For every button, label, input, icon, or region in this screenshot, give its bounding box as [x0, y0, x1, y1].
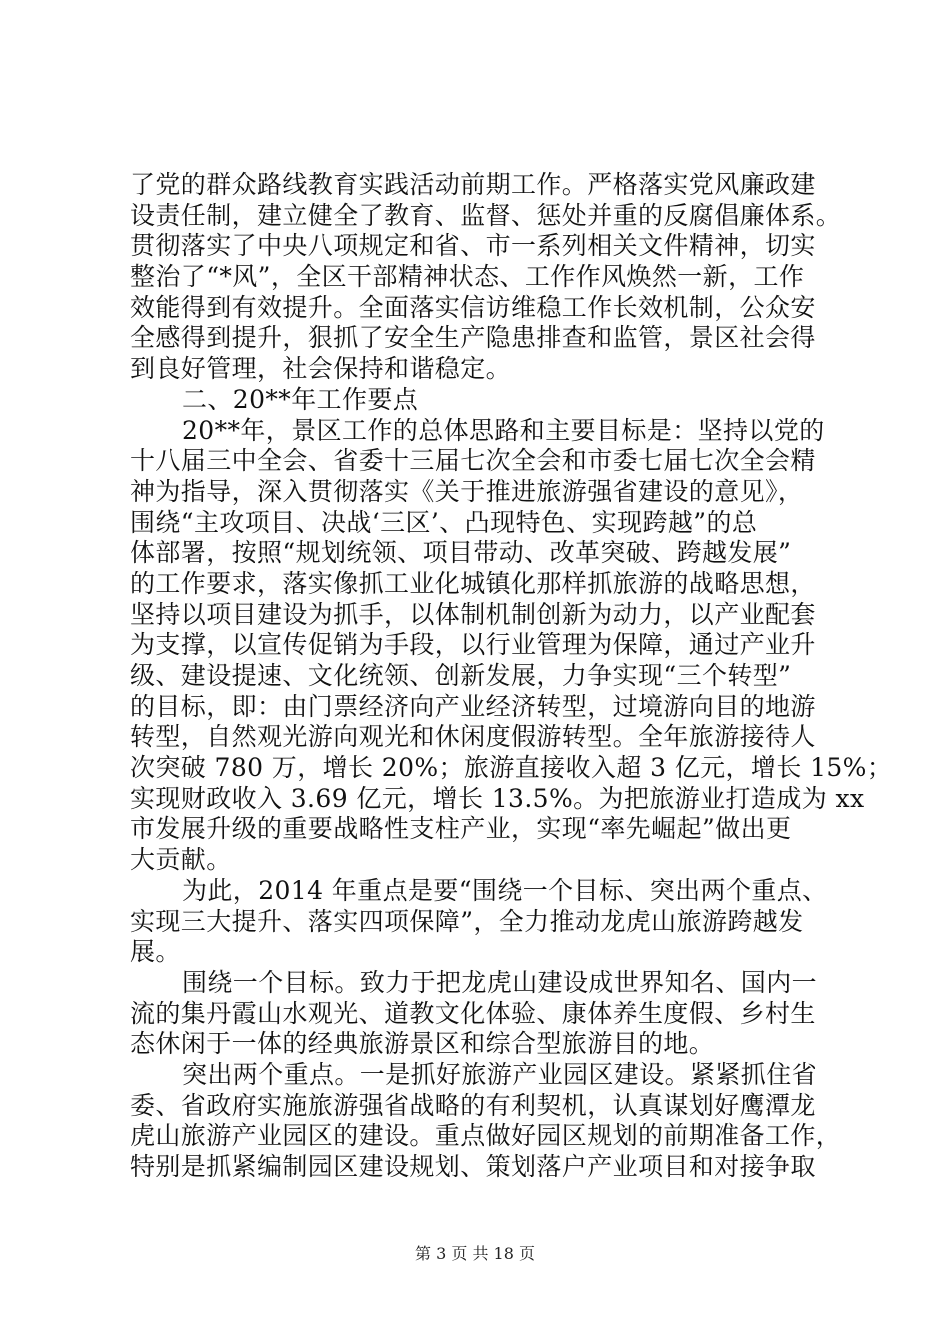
text-line: 市发展升级的重要战略性支柱产业，实现“率先崛起”做出更 — [130, 814, 792, 844]
text-line: 大贡献。 — [130, 845, 232, 875]
text-line: 到良好管理，社会保持和谐稳定。 — [130, 354, 512, 384]
text-line: 了党的群众路线教育实践活动前期工作。严格落实党风廉政建 — [130, 170, 816, 199]
text-line: 贯彻落实了中央八项规定和省、市一系列相关文件精神，切实 — [130, 231, 816, 261]
text-line: 实现财政收入 3.69 亿元，增长 13.5%。为把旅游业打造成为 xx — [130, 783, 865, 813]
text-line: 为支撑，以宣传促销为手段，以行业管理为保障，通过产业升 — [130, 630, 816, 660]
text-line: 全感得到提升，狠抓了安全生产隐患排查和监管，景区社会得 — [130, 323, 816, 353]
text-line: 虎山旅游产业园区的建设。重点做好园区规划的前期准备工作， — [130, 1121, 842, 1151]
text-line: 态休闲于一体的经典旅游景区和综合型旅游目的地。 — [130, 1029, 715, 1059]
text-line: 体部署，按照“规划统领、项目带动、改革突破、跨越发展” — [130, 538, 792, 568]
text-line: 整治了“*风”，全区干部精神状态、工作作风焕然一新，工作 — [130, 262, 805, 292]
text-line: 坚持以项目建设为抓手，以体制机制创新为动力，以产业配套 — [130, 599, 816, 629]
page-number: 第 3 页 共 18 页 — [415, 1244, 535, 1263]
text-line: 展。 — [130, 937, 181, 967]
text-line: 围绕一个目标。致力于把龙虎山建设成世界知名、国内一 — [182, 967, 818, 997]
text-line: 神为指导，深入贯彻落实《关于推进旅游强省建设的意见》， — [130, 476, 804, 506]
text-line: 特别是抓紧编制园区建设规划、策划落户产业项目和对接争取 — [130, 1152, 816, 1181]
text-line: 的目标，即：由门票经济向产业经济转型，过境游向目的地游 — [130, 691, 816, 721]
text-line: 流的集丹霞山水观光、道教文化体验、康体养生度假、乡村生 — [130, 998, 816, 1028]
document-body — [130, 170, 893, 1183]
text-line: 效能得到有效提升。全面落实信访维稳工作长效机制，公众安 — [130, 292, 816, 322]
text-line: 次突破 780 万，增长 20%；旅游直接收入超 3 亿元，增长 15%； — [130, 753, 893, 783]
text-line: 突出两个重点。一是抓好旅游产业园区建设。紧紧抓住省 — [182, 1059, 818, 1089]
text-line: 实现三大提升、落实四项保障”，全力推动龙虎山旅游跨越发 — [130, 906, 804, 936]
text-line: 20**年，景区工作的总体思路和主要目标是：坚持以党的 — [182, 415, 825, 445]
text-line: 为此，2014 年重点是要“围绕一个目标、突出两个重点、 — [182, 875, 828, 905]
text-line: 十八届三中全会、省委十三届七次全会和市委七届七次全会精 — [130, 446, 816, 476]
text-line: 委、省政府实施旅游强省战略的有利契机，认真谋划好鹰潭龙 — [130, 1090, 816, 1120]
text-line: 的工作要求，落实像抓工业化城镇化那样抓旅游的战略思想， — [130, 568, 816, 598]
text-line: 围绕“主攻项目、决战‘三区’、凸现特色、实现跨越”的总 — [130, 507, 758, 537]
text-line: 转型，自然观光游向观光和休闲度假游转型。全年旅游接待人 — [130, 722, 816, 752]
text-line: 设责任制，建立健全了教育、监督、惩处并重的反腐倡廉体系。 — [130, 200, 842, 230]
text-line: 级、建设提速、文化统领、创新发展，力争实现“三个转型” — [130, 661, 792, 690]
section-heading: 二、20**年工作要点 — [182, 384, 419, 414]
